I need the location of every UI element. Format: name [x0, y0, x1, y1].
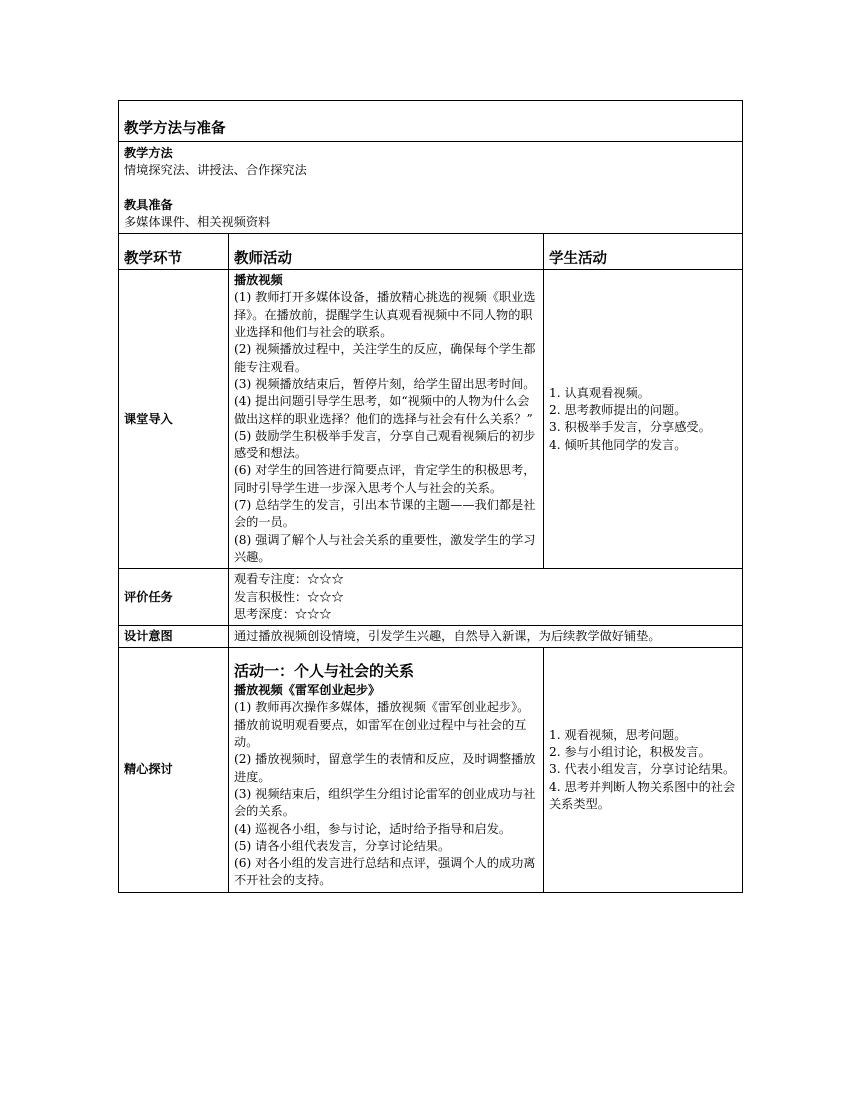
explore-teacher-item: (1) 教师再次操作多媒体，播放视频《雷军创业起步》。播放前说明观看要点，如雷军在创业过程中与社会的互动。 — [234, 700, 530, 750]
evaluation-item: 观看专注度：☆☆☆ — [234, 572, 344, 587]
intro-heading: 播放视频 — [234, 273, 283, 288]
intro-row — [119, 270, 743, 569]
explore-teacher-item: (5) 请各小组代表发言，分享讨论结果。 — [234, 838, 451, 853]
explore-student-item: 3. 代表小组发言，分享讨论结果。 — [549, 762, 736, 777]
evaluation-item: 思考深度：☆☆☆ — [234, 606, 332, 621]
header-stage: 教学环节 — [124, 250, 182, 267]
header-student: 学生活动 — [549, 250, 607, 267]
explore-label: 精心探讨 — [124, 762, 173, 777]
methods-content-row — [119, 142, 743, 234]
explore-teacher-item: (2) 播放视频时，留意学生的表情和反应，及时调整播放进度。 — [234, 752, 536, 784]
method-label: 教学方法 — [124, 146, 173, 160]
explore-heading: 播放视频《雷军创业起步》 — [234, 683, 381, 698]
header-row — [119, 234, 743, 270]
intro-student-item: 3. 积极举手发言，分享感受。 — [549, 420, 711, 435]
explore-student-item: 2. 参与小组讨论，积极发言。 — [549, 744, 711, 759]
explore-teacher-item: (4) 巡视各小组，参与讨论，适时给予指导和启发。 — [234, 821, 512, 836]
intro-student-item: 2. 思考教师提出的问题。 — [549, 402, 687, 417]
explore-teacher-item: (3) 视频结束后，组织学生分组讨论雷军的创业成功与社会的关系。 — [234, 786, 536, 819]
prep-text: 多媒体课件、相关视频资料 — [124, 214, 271, 229]
methods-title-row — [119, 101, 743, 142]
intro-teacher-item: (8) 强调了解个人与社会关系的重要性，激发学生的学习兴趣。 — [234, 532, 536, 564]
intro-student-item: 1. 认真观看视频。 — [549, 385, 650, 400]
activity-title: 活动一：个人与社会的关系 — [234, 662, 415, 681]
method-text: 情境探究法、讲授法、合作探究法 — [124, 163, 307, 178]
header-teacher: 教师活动 — [234, 250, 292, 267]
design-label: 设计意图 — [124, 628, 173, 643]
prep-label: 教具准备 — [124, 197, 173, 212]
intro-teacher-item: (6) 对学生的回答进行简要点评，肯定学生的积极思考，同时引导学生进一步深入思考个人与社会的关系。 — [234, 463, 536, 495]
evaluation-row — [119, 569, 743, 626]
evaluation-item: 发言积极性：☆☆☆ — [234, 589, 344, 604]
explore-row — [119, 648, 743, 893]
explore-teacher-item: (6) 对各小组的发言进行总结和点评，强调个人的成功离不开社会的支持。 — [234, 856, 536, 888]
intro-teacher-item: (4) 提出问题引导学生思考，如“视频中的人物为什么会做出这样的职业选择？他们的选择与社会有什么关系？” — [234, 394, 533, 426]
evaluation-label: 评价任务 — [124, 589, 173, 604]
explore-student-item: 4. 思考并判断人物关系图中的社会关系类型。 — [549, 779, 736, 811]
lesson-plan-table — [118, 100, 743, 893]
intro-teacher-item: (5) 鼓励学生积极举手发言，分享自己观看视频后的初步感受和想法。 — [234, 428, 536, 461]
intro-teacher-item: (3) 视频播放结束后，暂停片刻，给学生留出思考时间。 — [234, 376, 536, 391]
intro-teacher-item: (2) 视频播放过程中，关注学生的反应，确保每个学生都能专注观看。 — [234, 342, 536, 374]
intro-student-item: 4. 倾听其他同学的发言。 — [549, 437, 687, 452]
intro-teacher-item: (1) 教师打开多媒体设备，播放精心挑选的视频《职业选择》。在播放前，提醒学生认真观看视频中不同人物的职业选择和他们与社会的联系。 — [234, 290, 536, 340]
intro-teacher-item: (7) 总结学生的发言，引出本节课的主题——我们都是社会的一员。 — [234, 498, 536, 530]
design-row — [119, 626, 743, 648]
design-text: 通过播放视频创设情境，引发学生兴趣，自然导入新课，为后续教学做好铺垫。 — [234, 628, 661, 643]
intro-label: 课堂导入 — [124, 411, 173, 426]
explore-student-item: 1. 观看视频，思考问题。 — [549, 727, 687, 742]
section-title: 教学方法与准备 — [124, 121, 226, 137]
